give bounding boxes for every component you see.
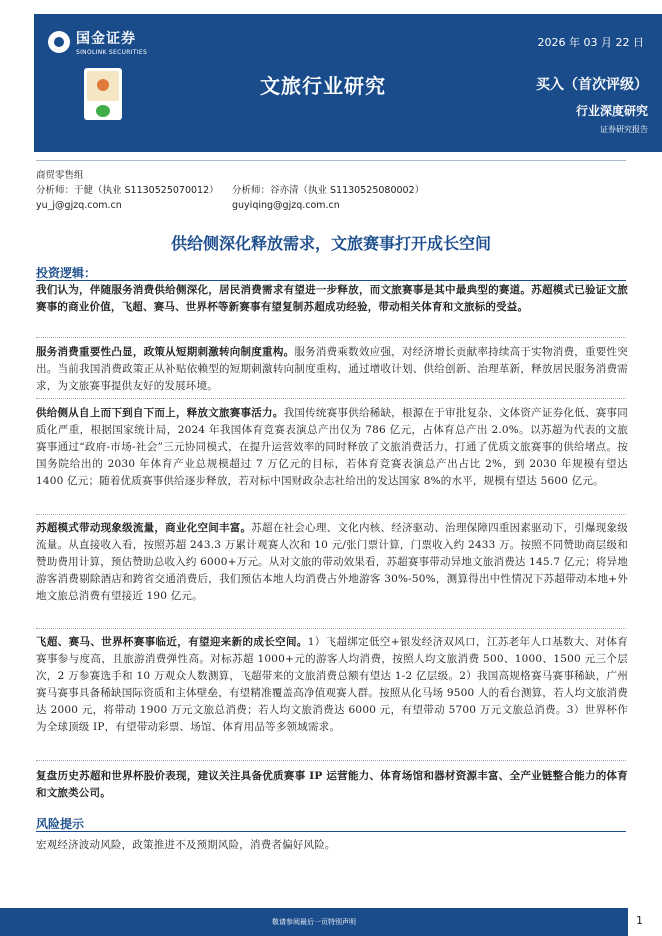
risk-rule — [36, 831, 626, 832]
paragraph-sucao-text: 苏超在社会心理、文化内核、经济驱动、治理保障四重因素驱动下，引爆现象级流量。从直接收入看，按照苏超 243.3 万累计观赛人次和 10 元/张门票计算，门票收入约 2433 万。按照不同赞助商层级和赞助费用计算，预估赞助总收入约 6000+万元。从对文旅的带动效果看，苏超赛事带动异地文旅消费达 145.7 亿元；将异地游客消费剔除酒店和跨省交通消费后，我们预估本地人均消费占外地游客 30%-50%，测算得出中性情况下苏超带动本地+外地文旅总消费有望接近 190 亿元。 — [36, 522, 628, 602]
paragraph-separator — [36, 628, 626, 629]
report-headline: 供给侧深化释放需求，文旅赛事打开成长空间 — [170, 234, 491, 253]
footer-disclaimer[interactable]: 敬请参阅最后一页特别声明 — [272, 918, 356, 926]
paragraph-policy — [36, 344, 628, 395]
paragraph-recommendation-bold: 复盘历史苏超和世界杯股价表现，建议关注具备优质赛事 IP 运营能力、体育场馆和器材资源丰富、全产业链整合能力的体育和文旅类公司。 — [36, 770, 628, 799]
risk-heading: 风险提示 — [36, 817, 85, 831]
paragraph-separator — [36, 760, 626, 761]
sector-badge-icon — [84, 68, 122, 120]
paragraph-summary-bold: 我们认为，伴随服务消费供给侧深化，居民消费需求有望进一步释放，而文旅赛事是其中最典型的赛道。苏超模式已验证文旅赛事的商业价值，飞超、赛马、世界杯等新赛事有望复制苏超成功经验，带动相关体育和文旅标的受益。 — [36, 284, 628, 313]
investment-logic-rule — [36, 280, 626, 281]
brand-name-cn: 国金证券 — [76, 31, 136, 47]
paragraph-separator — [36, 398, 626, 399]
paragraph-summary — [36, 282, 628, 316]
report-title: 文旅行业研究 — [260, 74, 386, 98]
analyst-1-line: 分析师：于健（执业 S1130525070012） — [36, 185, 219, 196]
investment-logic-heading: 投资逻辑： — [36, 266, 97, 280]
paragraph-separator — [36, 337, 626, 338]
paragraph-risk: 宏观经济波动风险，政策推进不及预期风险，消费者偏好风险。 — [36, 839, 336, 851]
paragraph-supply-text: 我国传统赛事供给稀缺，根源在于审批复杂、文体资产证券化低、赛事同质化严重，根据国家统计局，2024 年我国体育竞赛表演总产出仅为 786 亿元，占体育总产出 2.0%。以苏超为代表的文旅赛事通过“政府-市场-社会”三元协同模式，在提升运营效率的同时释放了文旅消费活力，打通了优质文旅赛事的供给堵点。按国务院给出的 2030 年体育产业总规模超过 7 万亿元的目标，若体育竞赛表演总产出占比 2%，到 2030 年规模有望达 1400 亿元；随着优质赛事供给逐步释放，若对标中国财政杂志社给出的发达国家 8%的水平，规模有望达 5600 亿元。 — [36, 407, 628, 487]
report-date: 2026 年 03 月 22 日 — [537, 36, 644, 49]
report-type: 行业深度研究 — [575, 104, 648, 118]
paragraph-new-events — [36, 634, 628, 736]
analyst-info — [36, 168, 424, 213]
paragraph-supply — [36, 405, 628, 490]
report-subtype: 证券研究报告 — [600, 125, 648, 134]
header-divider — [36, 160, 626, 161]
brand-logo — [48, 28, 147, 56]
paragraph-separator — [36, 514, 626, 515]
page-number: 1 — [636, 914, 643, 927]
paragraph-new-events-bold: 飞超、赛马、世界杯赛事临近，有望迎来新的成长空间。 — [36, 636, 308, 648]
brand-name-en: SINOLINK SECURITIES — [76, 49, 148, 56]
analyst-2-line: 分析师：谷亦清（执业 S1130525080002） — [232, 185, 425, 196]
paragraph-recommendation — [36, 768, 628, 802]
paragraph-supply-bold: 供给侧从自上而下到自下而上，释放文旅赛事活力。 — [36, 407, 284, 419]
paragraph-policy-bold: 服务消费重要性凸显，政策从短期刺激转向制度重构。 — [36, 346, 295, 358]
analyst-1-email[interactable]: yu_j@gjzq.com.cn — [36, 200, 122, 211]
paragraph-sucao-bold: 苏超模式带动现象级流量，商业化空间丰富。 — [36, 522, 252, 534]
paragraph-new-events-text: 1）飞超绑定低空+银发经济双风口，江苏老年人口基数大、对体育赛事参与度高，且旅游消费弹性高。对标苏超 1000+元的游客人均消费，按照人均文旅消费 500、1000、1500 元三个层次，2 万参赛选手和 10 万观众人数测算，飞超带来的文旅消费总额有望达 1-2 亿层级。2）我国高规格赛马赛事稀缺，广州赛马赛事具备稀缺国际资质和主体壁垒，有望精准覆盖高净值观赛人群。按照从化马场 9500 人的看台测算，若人均文旅消费达 2000 元，将带动 1900 万元文旅总消费；若人均文旅消费达 6000 元，有望带动 5700 万元文旅总消费。3）世界杯作为全球顶级 IP，有望带动彩票、场馆、体育用品等多领域需求。 — [36, 636, 629, 733]
brand-mark-icon — [48, 31, 70, 53]
analyst-2-email[interactable]: guyiqing@gjzq.com.cn — [232, 200, 340, 211]
analyst-group: 商贸零售组 — [36, 170, 84, 181]
rating-label: 买入（首次评级） — [536, 77, 648, 93]
paragraph-policy-text: 服务消费乘数效应强，对经济增长贡献率持续高于实物消费，重要性突出。当前我国消费政策正从补贴依赖型的短期刺激转向制度重构，通过增收计划、供给创新、治理革新，释放居民服务消费需求，为文旅赛事提供友好的发展环境。 — [36, 346, 628, 392]
header-band — [0, 0, 662, 150]
paragraph-sucao — [36, 520, 628, 605]
